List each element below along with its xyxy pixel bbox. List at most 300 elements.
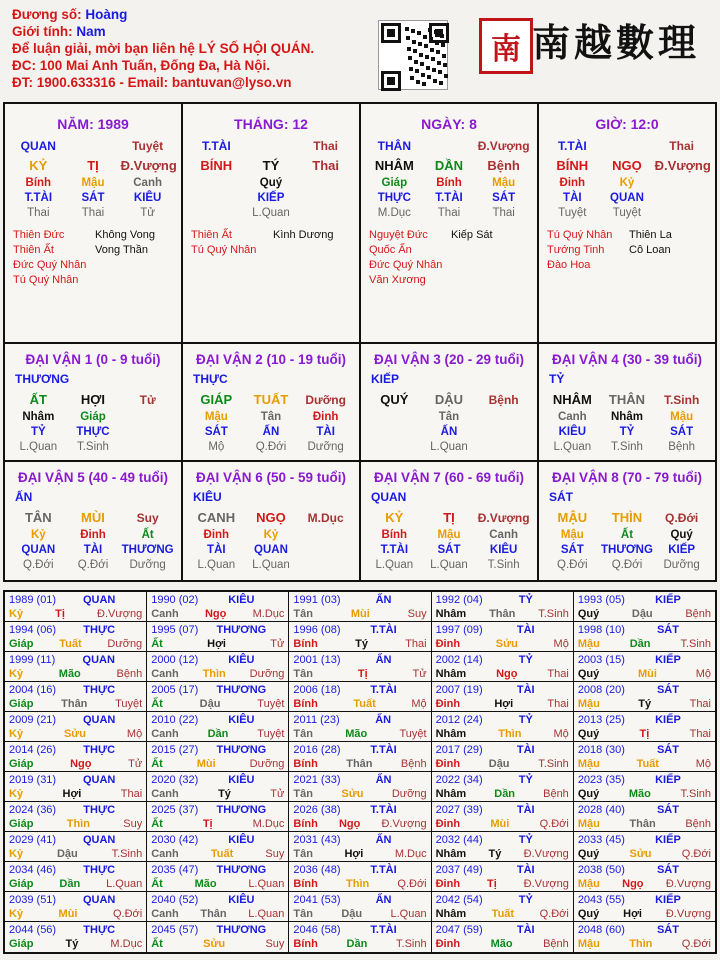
year-god: KIẾP — [655, 894, 681, 906]
dai-van-gods-0: SÁT — [560, 544, 584, 556]
year-line-1 — [151, 863, 284, 877]
pillar-top — [361, 136, 537, 156]
year-stem: Mậu — [577, 758, 600, 770]
pillar-top-1 — [422, 136, 476, 156]
dai-van-hidden-1: Ất — [620, 529, 634, 541]
year-line-1 — [151, 713, 284, 727]
pillar-stages-1: Thai — [81, 207, 105, 219]
year-stage: Suy — [265, 848, 285, 860]
year-line-1 — [151, 803, 284, 817]
year-branch: Hợi — [494, 698, 514, 710]
year-branch: Thìn — [66, 818, 90, 830]
dai-van-branch — [361, 508, 537, 528]
year-god: ẤN — [375, 834, 392, 846]
year-stage: Tử — [128, 758, 143, 770]
year-stem: Nhâm — [435, 908, 467, 920]
star-name: Tú Quý Nhân — [191, 244, 257, 256]
year-line-2 — [293, 817, 426, 831]
year-line-1 — [436, 893, 569, 907]
year-stem: Đinh — [435, 758, 461, 770]
dai-van-god: SÁT — [549, 490, 573, 504]
year-label: 2009 (21) — [9, 714, 57, 726]
pillar-hidden-0: Bính — [25, 177, 52, 189]
year-line-1 — [578, 653, 711, 667]
year-stage: Đ.Vượng — [97, 608, 143, 620]
star-name: Đức Quý Nhân — [13, 259, 87, 271]
year-stem: Tân — [293, 788, 313, 800]
year-cell — [574, 862, 715, 891]
dai-van-gods-2: SÁT — [670, 426, 694, 438]
pillar-gods-0: T.TÀI — [24, 192, 53, 204]
year-line-2 — [436, 637, 569, 651]
pillar-gods — [539, 191, 715, 206]
dai-van-gods-2: THƯƠNG — [121, 544, 174, 556]
year-stage: Q.Đới — [539, 818, 569, 830]
dai-van-hidden-1: Giáp — [80, 411, 106, 423]
year-stage: Đ.Vượng — [523, 878, 569, 890]
year-label: 2010 (22) — [151, 714, 199, 726]
year-label: 2027 (39) — [435, 804, 483, 816]
year-branch: Sửu — [63, 728, 86, 740]
year-line-2 — [151, 697, 284, 711]
year-line-1 — [293, 683, 426, 697]
dai-van-hidden-0: Mậu — [204, 411, 228, 423]
dai-van-hidden-0: Canh — [557, 411, 587, 423]
dai-van-stages-0: L.Quan — [197, 559, 236, 571]
dai-van-hidden — [5, 410, 181, 425]
year-stage: Q.Đới — [112, 908, 143, 920]
year-branch: Tuất — [210, 848, 234, 860]
dai-van-hidden — [183, 410, 359, 425]
dai-van-god: THƯƠNG — [15, 372, 70, 386]
year-line-1 — [436, 863, 569, 877]
pillar-hidden-2: Mậu — [492, 177, 516, 189]
year-stage: Thai — [689, 728, 711, 740]
year-stem: Canh — [151, 788, 179, 800]
year-line-1 — [436, 653, 569, 667]
dai-van-hidden-1: Kỷ — [263, 529, 279, 541]
contact-line: Để luận giải, mời bạn liên hệ LÝ SỐ HỘI QUÁN. — [12, 41, 315, 56]
year-line-1 — [9, 923, 142, 937]
year-branch: Tị — [55, 608, 65, 620]
year-stem: Kỷ — [9, 788, 24, 800]
dai-van-stages — [183, 440, 359, 455]
dai-van-branch-0: QUÝ — [380, 392, 409, 407]
dai-van-6 — [183, 462, 361, 580]
year-label: 2019 (31) — [9, 774, 57, 786]
year-stem: Bính — [293, 758, 318, 770]
dai-van-branch-0: NHÂM — [552, 392, 592, 407]
dai-van-hidden — [361, 528, 537, 543]
year-branch: Dần — [629, 638, 651, 650]
brand-title: 南越數理 — [532, 20, 701, 65]
year-god: SÁT — [656, 684, 679, 696]
year-cell — [574, 712, 715, 741]
year-branch: Mão — [628, 788, 651, 800]
pillar-branch-0: BÍNH — [556, 158, 589, 173]
year-cell — [147, 652, 289, 681]
dai-van-gods-1: ẤN — [440, 426, 458, 438]
year-line-1 — [578, 743, 711, 757]
year-label: 2048 (60) — [577, 924, 625, 936]
dai-van-branch-2: Q.Đới — [665, 511, 699, 525]
year-row — [5, 712, 715, 742]
year-label: 1993 (05) — [577, 594, 625, 606]
dai-van-title: ĐẠI VẬN 7 (60 - 69 tuổi) — [373, 470, 525, 485]
year-cell — [432, 922, 574, 952]
year-label: 2043 (55) — [577, 894, 625, 906]
dai-van-stages — [361, 558, 537, 573]
year-label: 1990 (02) — [151, 594, 199, 606]
year-line-2 — [436, 817, 569, 831]
dai-van-god: TỶ — [549, 372, 565, 386]
year-cell — [432, 712, 574, 741]
dai-van-stages-1: Q.Đới — [255, 441, 287, 453]
year-branch: Ngọ — [70, 758, 92, 770]
pillar-hidden — [5, 176, 181, 191]
year-god: T.TÀI — [370, 744, 397, 756]
star-name — [629, 258, 711, 273]
star-row — [547, 258, 711, 273]
year-line-2 — [578, 697, 711, 711]
year-line-2 — [293, 697, 426, 711]
dai-van-stages-0: Q.Đới — [557, 559, 588, 571]
year-cell — [289, 742, 431, 771]
year-cell — [574, 892, 715, 921]
year-branch: Tý — [355, 638, 368, 650]
year-line-2 — [578, 787, 711, 801]
year-branch: Hợi — [207, 638, 226, 650]
year-line-2 — [9, 757, 142, 771]
year-line-2 — [293, 637, 426, 651]
year-god: SÁT — [656, 864, 679, 876]
year-line-1 — [151, 653, 284, 667]
year-cell — [289, 652, 431, 681]
owner-line: Đương số: Hoàng — [12, 7, 128, 22]
year-stem: Canh — [151, 908, 179, 920]
dai-van-stages-1: T.Sinh — [76, 441, 109, 453]
dai-van-hidden — [5, 528, 181, 543]
star-name: Nguyệt Đức — [369, 229, 428, 241]
year-god: KIẾP — [655, 594, 681, 606]
year-cell — [574, 922, 715, 952]
pillar-top-2: Đ.Vượng — [477, 139, 530, 153]
pillar-hidden-1: Mậu — [81, 177, 105, 189]
pillar-gods-1: KIẾP — [257, 192, 285, 204]
year-stage: Tuyệt — [115, 698, 143, 710]
year-branch: Mão — [345, 728, 368, 740]
year-line-1 — [436, 683, 569, 697]
year-stage: Bệnh — [685, 818, 712, 830]
dai-van-gods-0: T.TÀI — [380, 544, 409, 556]
year-line-1 — [293, 923, 426, 937]
year-god: TÀI — [516, 804, 535, 816]
dai-van-god: KIẾP — [371, 372, 400, 386]
year-cell — [147, 742, 289, 771]
year-god: T.TÀI — [370, 624, 397, 636]
year-god: TỶ — [518, 654, 533, 666]
year-line-2 — [151, 937, 284, 951]
year-stem: Đinh — [435, 878, 461, 890]
dai-van-hidden-2: Canh — [489, 529, 518, 541]
year-branch: Mùi — [196, 758, 216, 770]
year-line-1 — [578, 803, 711, 817]
year-line-2 — [436, 727, 569, 741]
year-label: 1997 (09) — [435, 624, 483, 636]
pillar-branch-2: Đ.Vượng — [654, 158, 711, 173]
pillar-gods — [183, 191, 359, 206]
year-label: 2005 (17) — [151, 684, 199, 696]
dai-van-gods-2 — [121, 425, 175, 440]
year-label: 2015 (27) — [151, 744, 199, 756]
dai-van-hidden — [539, 410, 715, 425]
pillar-gods-0: TÀI — [563, 192, 582, 204]
pillar-stages-1: Tuyệt — [612, 207, 642, 219]
pillar-1 — [183, 104, 361, 342]
year-stem: Giáp — [9, 878, 34, 890]
pillar-3 — [539, 104, 715, 342]
year-line-1 — [578, 773, 711, 787]
year-stem: Ất — [151, 938, 163, 950]
year-god: SÁT — [656, 924, 679, 936]
year-label: 2016 (28) — [293, 744, 341, 756]
star-row — [13, 258, 177, 273]
year-stage: Mộ — [553, 728, 569, 740]
year-label: 1998 (10) — [577, 624, 625, 636]
year-branch: Hợi — [62, 788, 82, 800]
pillar-top — [539, 136, 715, 156]
dai-van-hidden-1: Mậu — [437, 529, 461, 541]
year-stem: Đinh — [435, 938, 461, 950]
pillar-stages-2 — [655, 206, 709, 221]
dai-van-gods-2: KIÊU — [489, 544, 518, 556]
year-stem: Ất — [151, 878, 163, 890]
year-branch: Tị — [357, 668, 368, 680]
year-label: 2045 (57) — [151, 924, 199, 936]
year-god: KIẾP — [655, 654, 681, 666]
year-branch: Thìn — [629, 938, 653, 950]
year-branch: Sửu — [629, 848, 652, 860]
year-line-1 — [436, 593, 569, 607]
pillar-title: THÁNG: 12 — [234, 116, 308, 132]
year-cell — [5, 832, 147, 861]
year-stage: L.Quan — [248, 878, 285, 890]
dai-van-stages-2: Bệnh — [668, 441, 696, 453]
year-label: 2026 (38) — [293, 804, 341, 816]
year-branch: Mão — [490, 938, 513, 950]
dai-van-7 — [361, 462, 539, 580]
year-stage: L.Quan — [390, 908, 427, 920]
dai-van-stages — [361, 440, 537, 455]
year-god: ẤN — [375, 774, 392, 786]
year-row — [5, 772, 715, 802]
dai-van-row-1 — [5, 344, 715, 462]
year-god: THƯƠNG — [216, 624, 267, 636]
year-stem: Nhâm — [435, 608, 467, 620]
year-line-1 — [9, 833, 142, 847]
pillar-gods-2 — [299, 191, 353, 206]
year-label: 2039 (51) — [9, 894, 57, 906]
year-branch: Dậu — [631, 608, 653, 620]
star-name: Thiên Ất — [191, 229, 232, 241]
star-name — [273, 243, 355, 258]
pillar-branch — [183, 156, 359, 176]
year-cell — [432, 862, 574, 891]
year-label: 1999 (11) — [9, 654, 56, 666]
dai-van-stages — [539, 440, 715, 455]
year-line-1 — [293, 773, 426, 787]
year-cell — [5, 682, 147, 711]
year-label: 1996 (08) — [293, 624, 341, 636]
year-line-2 — [9, 787, 142, 801]
year-cell — [432, 622, 574, 651]
year-cell — [432, 652, 574, 681]
year-cell — [289, 592, 431, 621]
dai-van-hidden-2: Mậu — [670, 411, 694, 423]
year-line-2 — [9, 937, 142, 951]
year-stage: Dưỡng — [107, 638, 143, 650]
qr-code-icon — [378, 20, 448, 90]
year-branch: Thìn — [498, 728, 522, 740]
star-name: Đức Quý Nhân — [369, 259, 443, 271]
dai-van-title: ĐẠI VẬN 4 (30 - 39 tuổi) — [551, 352, 703, 367]
year-line-1 — [578, 863, 711, 877]
year-cell — [147, 592, 289, 621]
star-name — [451, 258, 533, 273]
year-line-2 — [578, 727, 711, 741]
pillar-hidden-0 — [189, 176, 243, 191]
year-stem: Kỷ — [9, 848, 24, 860]
year-label: 2038 (50) — [577, 864, 625, 876]
dai-van-stages-2 — [299, 558, 353, 573]
pillar-hidden-1: Bính — [436, 177, 462, 189]
year-branch: Thân — [200, 908, 227, 920]
dai-van-gods-1: THỰC — [76, 426, 110, 438]
dai-van-gods — [361, 425, 537, 440]
year-god: TÀI — [516, 864, 535, 876]
year-branch: Thân — [61, 698, 88, 710]
year-row — [5, 892, 715, 922]
pillar-branch-1: NGỌ — [612, 158, 642, 173]
dai-van-stages — [539, 558, 715, 573]
year-stage: Bệnh — [543, 788, 569, 800]
year-line-1 — [151, 923, 284, 937]
year-stage: T.Sinh — [680, 638, 712, 650]
star-name — [451, 243, 533, 258]
star-name — [95, 258, 177, 273]
year-line-1 — [578, 683, 711, 697]
year-line-2 — [151, 787, 284, 801]
year-branch: Dậu — [56, 848, 78, 860]
year-label: 2018 (30) — [577, 744, 625, 756]
dai-van-hidden-0: Đinh — [203, 529, 230, 541]
year-stem: Tân — [293, 608, 313, 620]
star-row — [13, 243, 177, 258]
dai-van-5 — [5, 462, 183, 580]
dai-van-gods-1: ẤN — [262, 426, 280, 438]
year-stem: Nhâm — [435, 848, 467, 860]
year-line-1 — [151, 593, 284, 607]
year-stage: Q.Đới — [539, 908, 569, 920]
year-line-2 — [9, 877, 142, 891]
year-branch: Ngọ — [338, 818, 361, 830]
dai-van-branch-0: TÂN — [24, 510, 52, 525]
dai-van-branch-0: MẬU — [557, 510, 588, 525]
year-stem: Canh — [151, 668, 179, 680]
year-stem: Quý — [577, 848, 600, 860]
year-stem: Ất — [151, 818, 163, 830]
year-branch: Thân — [489, 608, 516, 620]
year-god: TỶ — [518, 834, 533, 846]
year-branch: Tý — [638, 698, 652, 710]
dai-van-gods — [183, 543, 359, 558]
pillar-branch — [5, 156, 181, 176]
pillar-stages — [5, 206, 181, 221]
year-label: 2032 (44) — [435, 834, 483, 846]
pillar-stages-0: M.Dục — [377, 207, 411, 219]
year-stage: Suy — [407, 608, 427, 620]
year-line-2 — [9, 727, 142, 741]
year-row — [5, 922, 715, 952]
year-cell — [574, 832, 715, 861]
star-name: Tú Quý Nhân — [547, 229, 613, 241]
year-cell — [5, 892, 147, 921]
year-stem: Nhâm — [435, 668, 467, 680]
star-row — [191, 243, 355, 258]
year-row — [5, 742, 715, 772]
year-line-1 — [436, 713, 569, 727]
year-stage: Suy — [123, 818, 143, 830]
year-label: 2012 (24) — [435, 714, 483, 726]
year-line-1 — [436, 833, 569, 847]
dai-van-stages-2: Dưỡng — [307, 441, 344, 453]
year-god: TỶ — [518, 894, 533, 906]
year-god: THƯƠNG — [216, 744, 267, 756]
year-stem: Tân — [293, 908, 313, 920]
dai-van-god: THỰC — [193, 372, 228, 386]
year-line-2 — [578, 607, 711, 621]
year-cell — [289, 802, 431, 831]
year-line-1 — [293, 713, 426, 727]
year-stage: Dưỡng — [249, 668, 285, 680]
pillar-hidden — [183, 176, 359, 191]
year-line-2 — [151, 637, 284, 651]
star-name — [451, 273, 533, 288]
pillar-stages-0: Tuyệt — [558, 207, 587, 219]
dai-van-gods — [5, 543, 181, 558]
year-line-2 — [436, 937, 569, 951]
year-cell — [147, 772, 289, 801]
year-label: 2028 (40) — [577, 804, 625, 816]
year-branch: Sửu — [341, 788, 364, 800]
pillar-top-0: T.TÀI — [557, 139, 587, 153]
pillar-branch-1: TỊ — [87, 158, 99, 173]
star-name: Đào Hoa — [547, 259, 591, 271]
year-god: T.TÀI — [370, 924, 397, 936]
year-line-1 — [293, 833, 426, 847]
pillar-stages-2: Tử — [140, 207, 155, 219]
year-branch: Thìn — [346, 878, 370, 890]
dai-van-hidden-0: Kỷ — [30, 529, 46, 541]
year-stage: T.Sinh — [111, 848, 143, 860]
dai-van-branch-0: KỶ — [385, 510, 404, 525]
pillar-branch-1: DẦN — [434, 158, 464, 173]
dai-van-stages-0: Mộ — [208, 441, 225, 453]
dai-van-gods — [183, 425, 359, 440]
year-branch: Thìn — [202, 668, 226, 680]
year-branch: Sửu — [203, 938, 226, 950]
year-line-2 — [151, 907, 284, 921]
